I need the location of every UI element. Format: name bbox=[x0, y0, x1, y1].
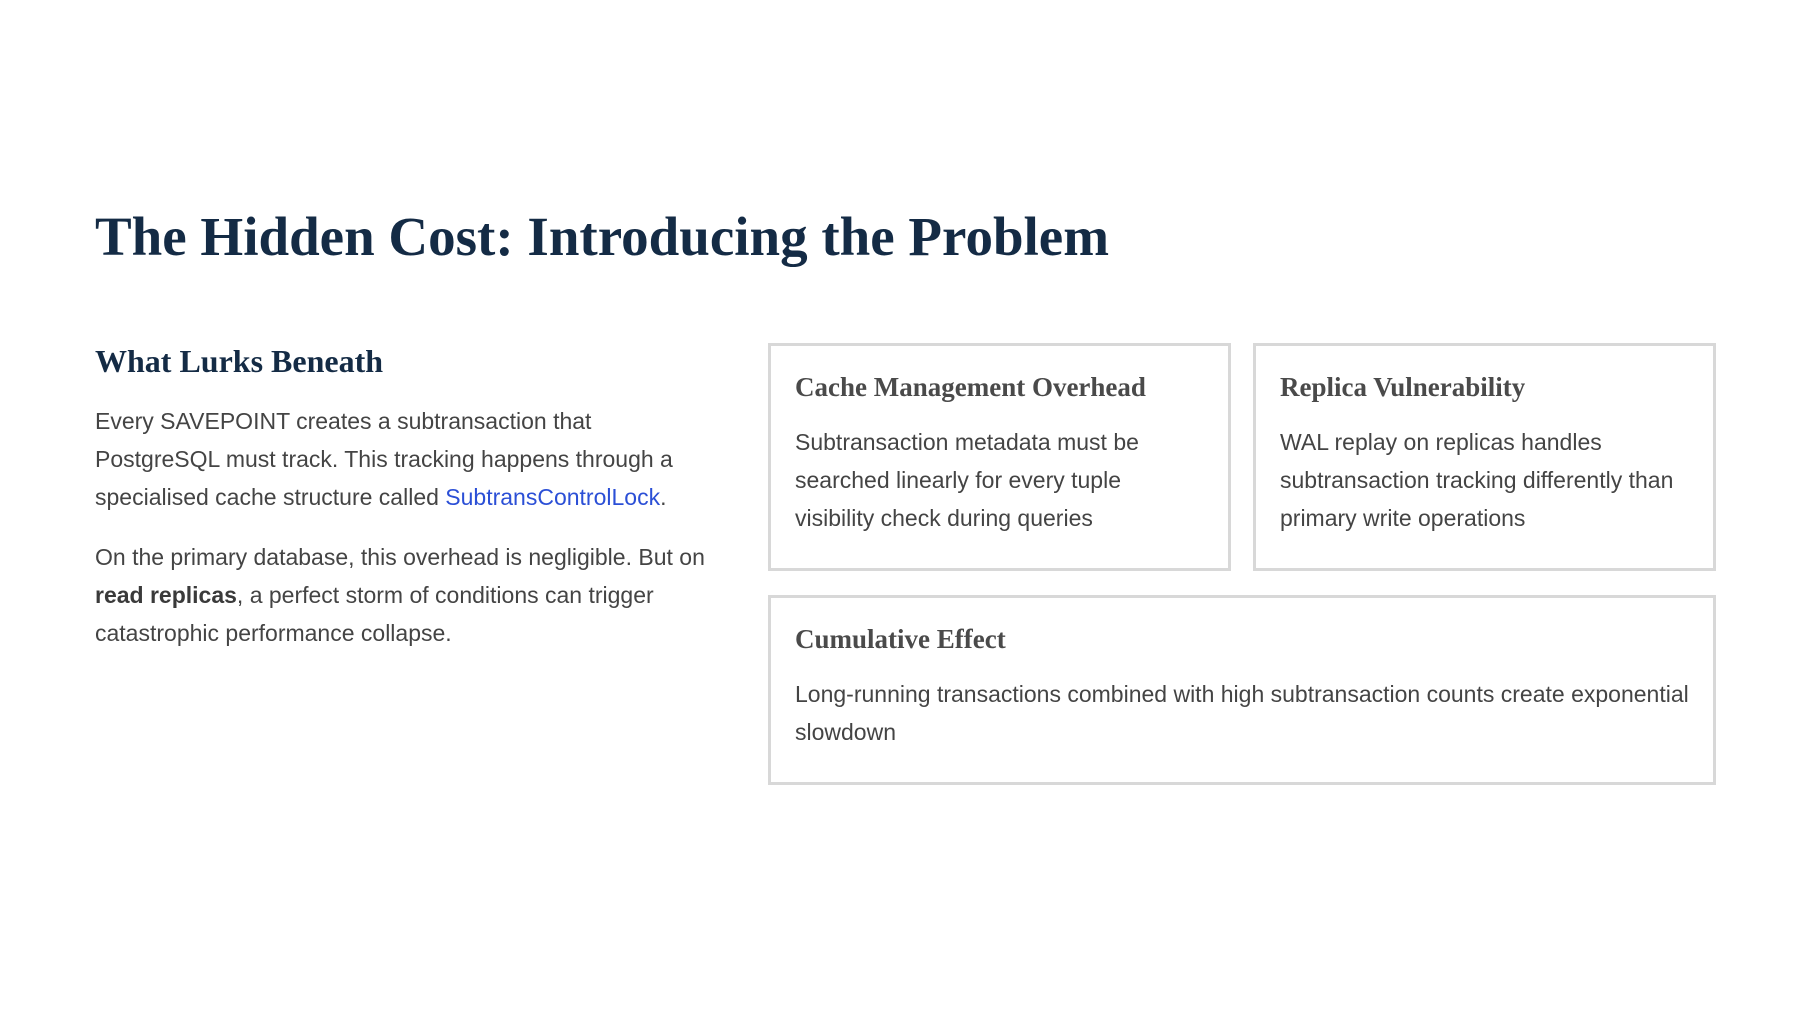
subtrans-control-lock-link[interactable]: SubtransControlLock bbox=[445, 484, 661, 511]
card-title: Replica Vulnerability bbox=[1280, 372, 1526, 402]
card-replica-vulnerability bbox=[1253, 343, 1716, 571]
card-cache-management-overhead bbox=[768, 343, 1231, 571]
card-body: Long-running transactions combined with high subtransaction counts create exponential slowdown bbox=[795, 681, 1689, 746]
intro-paragraph-2 bbox=[95, 538, 720, 652]
intro-paragraph-1 bbox=[95, 402, 720, 516]
read-replicas-emphasis: read replicas bbox=[95, 582, 237, 609]
card-title: Cache Management Overhead bbox=[795, 372, 1146, 402]
paragraph-text: Every SAVEPOINT creates a subtransaction that PostgreSQL must track. This tracking happens through a specialised cache structure called bbox=[95, 408, 673, 511]
paragraph-text: , a perfect storm of conditions can trigger catastrophic performance collapse. bbox=[95, 582, 654, 647]
card-title: Cumulative Effect bbox=[795, 624, 1006, 654]
section-heading: What Lurks Beneath bbox=[95, 343, 384, 379]
paragraph-text: On the primary database, this overhead is negligible. But on bbox=[95, 544, 705, 571]
card-cumulative-effect bbox=[768, 595, 1716, 785]
paragraph-text: . bbox=[660, 484, 667, 511]
card-body: Subtransaction metadata must be searched linearly for every tuple visibility check during queries bbox=[795, 429, 1139, 532]
card-body: WAL replay on replicas handles subtransaction tracking differently than primary write operations bbox=[1280, 429, 1674, 532]
intro-column bbox=[95, 342, 720, 674]
slide-title: The Hidden Cost: Introducing the Problem bbox=[95, 206, 1110, 267]
